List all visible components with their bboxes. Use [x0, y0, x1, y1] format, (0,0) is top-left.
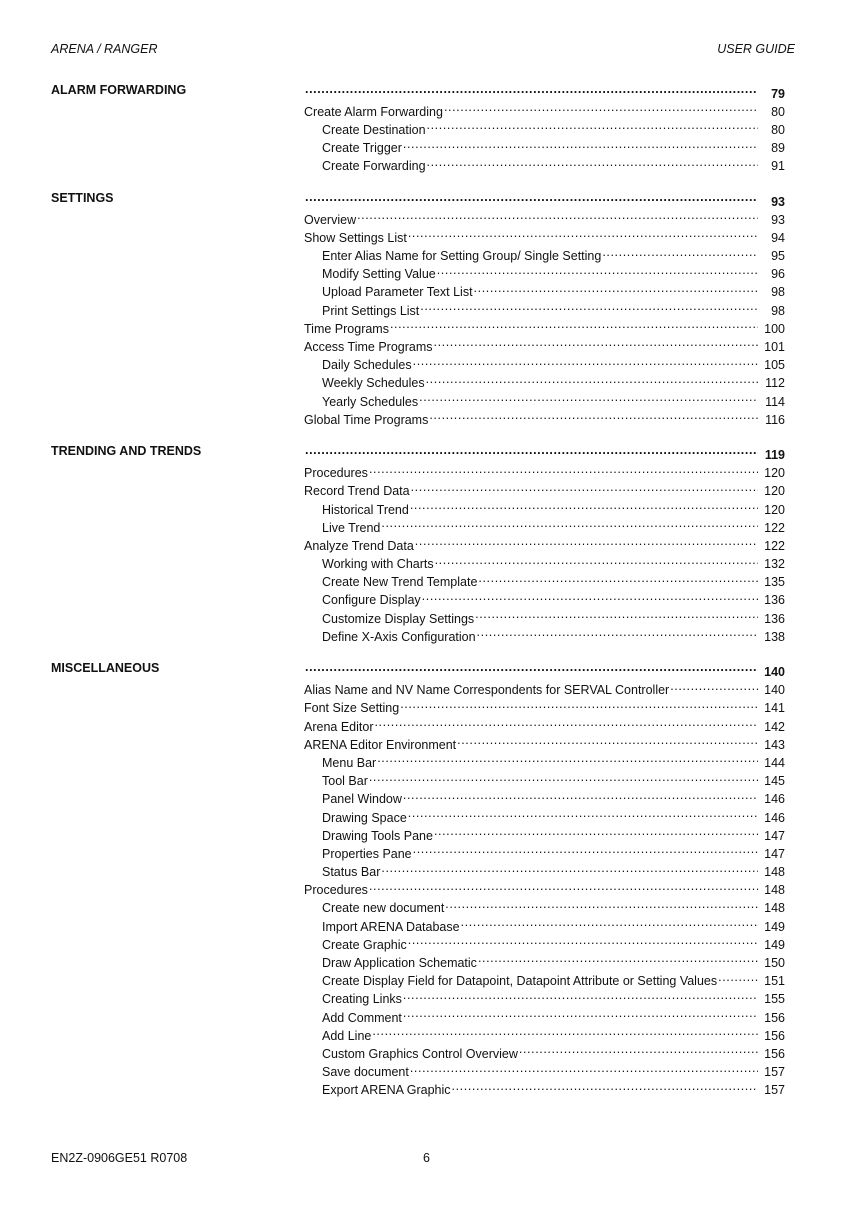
toc-entry-page: 156: [764, 1028, 785, 1043]
toc-entry[interactable]: [304, 554, 785, 572]
toc-entry-label: Weekly Schedules: [322, 376, 425, 391]
toc-entry[interactable]: [304, 373, 785, 391]
dot-leader: [390, 318, 758, 333]
toc-entry[interactable]: [304, 535, 785, 553]
toc-entry-page: 98: [771, 285, 785, 300]
dot-leader: [403, 789, 758, 804]
dot-leader: [400, 698, 758, 713]
toc-entry-label: Define X-Axis Configuration: [322, 629, 476, 644]
toc-entry-page: 112: [765, 376, 785, 391]
dot-leader: [419, 391, 758, 406]
toc-entry[interactable]: [304, 680, 785, 698]
toc-entry[interactable]: [304, 101, 785, 119]
toc-entry-page: 120: [764, 484, 785, 499]
dot-leader: [403, 989, 758, 1004]
toc-entry[interactable]: [304, 843, 785, 861]
toc-section: [51, 83, 785, 174]
dot-leader: [427, 156, 758, 171]
dot-leader: [408, 934, 758, 949]
dot-leader: [413, 355, 758, 370]
toc-entry-label: Drawing Space: [322, 810, 407, 825]
dot-leader: [478, 952, 758, 967]
section-title: MISCELLANEOUS: [51, 661, 160, 676]
toc-entry[interactable]: [304, 734, 785, 752]
dot-leader: [305, 83, 758, 98]
dot-leader: [434, 825, 758, 840]
toc-entry-page: 89: [771, 141, 785, 156]
toc-entry-label: Create Trigger: [322, 141, 402, 156]
dot-leader: [374, 716, 758, 731]
toc-entry[interactable]: [304, 1007, 785, 1025]
toc-entry[interactable]: [304, 862, 785, 880]
toc-entry[interactable]: [304, 318, 785, 336]
toc-entry-page: 144: [764, 755, 785, 770]
section-title: TRENDING AND TRENDS: [51, 444, 202, 459]
toc-section: [51, 444, 785, 644]
section-entries: [304, 444, 785, 644]
toc-entry[interactable]: [304, 156, 785, 174]
toc-entry-page: 136: [764, 593, 785, 608]
dot-leader: [452, 1080, 758, 1095]
toc-entry[interactable]: [304, 898, 785, 916]
toc-entry-label: Font Size Setting: [304, 701, 400, 716]
toc-entry-page: 93: [771, 194, 785, 209]
toc-section: [51, 661, 785, 1098]
toc-entry-label: Create New Trend Template: [322, 575, 478, 590]
footer-doc-number: EN2Z-0906GE51 R0708: [51, 1151, 188, 1165]
toc-entry-label: Draw Application Schematic: [322, 956, 477, 971]
toc-entry-label: Export ARENA Graphic: [322, 1083, 451, 1098]
toc-entry[interactable]: [304, 336, 785, 354]
toc-entry[interactable]: [304, 409, 785, 427]
toc-entry[interactable]: [304, 825, 785, 843]
dot-leader: [410, 1062, 758, 1077]
toc-entry-page: 146: [764, 810, 785, 825]
toc-entry[interactable]: [304, 282, 785, 300]
toc-entry-page: 156: [764, 1010, 785, 1025]
toc-entry-page: 135: [764, 575, 785, 590]
dot-leader: [372, 1025, 758, 1040]
dot-leader: [420, 300, 758, 315]
toc-entry[interactable]: [304, 916, 785, 934]
toc-entry-label: Add Line: [322, 1028, 372, 1043]
toc-entry[interactable]: [304, 934, 785, 952]
dot-leader: [305, 444, 758, 459]
toc-section-page-entry[interactable]: [304, 83, 785, 101]
toc-section-page-entry[interactable]: [304, 444, 785, 462]
toc-entry[interactable]: [304, 971, 785, 989]
toc-entry-label: Import ARENA Database: [322, 919, 460, 934]
toc-entry[interactable]: [304, 771, 785, 789]
toc-entry-label: Customize Display Settings: [322, 611, 475, 626]
toc-entry-page: 148: [764, 883, 785, 898]
toc-entry-page: 140: [764, 683, 785, 698]
toc-entry-page: 122: [764, 520, 785, 535]
dot-leader: [519, 1043, 758, 1058]
dot-leader: [437, 264, 758, 279]
toc-entry-page: 143: [764, 737, 785, 752]
dot-leader: [718, 971, 758, 986]
dot-leader: [369, 880, 758, 895]
toc-entry-label: Create Destination: [322, 122, 426, 137]
dot-leader: [445, 898, 758, 913]
toc-entry-page: 140: [764, 665, 785, 680]
toc-entry-label: Configure Display: [322, 593, 421, 608]
toc-entry-label: Historical Trend: [322, 502, 409, 517]
toc-section: [51, 191, 785, 427]
toc-entry[interactable]: [304, 789, 785, 807]
toc-entry[interactable]: [304, 952, 785, 970]
toc-entry[interactable]: [304, 716, 785, 734]
toc-entry-page: 149: [764, 919, 785, 934]
toc-entry-page: 95: [771, 249, 785, 264]
toc-entry-label: Upload Parameter Text List: [322, 285, 473, 300]
section-entries: [304, 191, 785, 427]
dot-leader: [435, 554, 758, 569]
toc-entry-label: ARENA Editor Environment: [304, 737, 457, 752]
dot-leader: [305, 661, 758, 676]
toc-entry-label: Alias Name and NV Name Correspondents for SERVAL Controller: [304, 683, 670, 698]
toc-entry[interactable]: [304, 626, 785, 644]
toc-entry[interactable]: [304, 119, 785, 137]
toc-entry[interactable]: [304, 698, 785, 716]
section-title: ALARM FORWARDING: [51, 83, 187, 97]
toc-entry[interactable]: [304, 1025, 785, 1043]
toc-entry-label: Create new document: [322, 901, 445, 916]
toc-entry-label: Status Bar: [322, 865, 381, 880]
header-title: ARENA / RANGER: [51, 42, 158, 56]
dot-leader: [478, 572, 758, 587]
toc-entry-label: Record Trend Data: [304, 484, 410, 499]
toc-entry-page: 119: [764, 447, 785, 462]
toc-entry[interactable]: [304, 227, 785, 245]
toc-entry-label: Yearly Schedules: [322, 394, 419, 409]
toc-entry-page: 148: [764, 865, 785, 880]
toc-entry-label: Live Trend: [322, 520, 381, 535]
toc-entry-label: Show Settings List: [304, 230, 407, 245]
toc-entry-label: Print Settings List: [322, 303, 420, 318]
toc-entry-page: 98: [771, 303, 785, 318]
dot-leader: [444, 101, 758, 116]
toc-entry-page: 151: [764, 974, 785, 989]
toc-entry[interactable]: [304, 572, 785, 590]
toc-entry-page: 157: [764, 1065, 785, 1080]
dot-leader: [427, 119, 758, 134]
dot-leader: [415, 535, 758, 550]
toc-entry[interactable]: [304, 209, 785, 227]
toc-entry-page: 157: [764, 1083, 785, 1098]
toc-entry-label: Properties Pane: [322, 846, 412, 861]
toc-entry-page: 146: [764, 792, 785, 807]
section-entries: [304, 83, 785, 174]
toc-entry-label: Menu Bar: [322, 755, 377, 770]
toc-entry-page: 94: [771, 230, 785, 245]
toc-entry-page: 122: [764, 538, 785, 553]
toc-entry-label: Creating Links: [322, 992, 402, 1007]
dot-leader: [369, 771, 758, 786]
toc-entry[interactable]: [304, 989, 785, 1007]
toc-entry[interactable]: [304, 752, 785, 770]
toc-entry[interactable]: [304, 246, 785, 264]
toc-entry[interactable]: [304, 463, 785, 481]
dot-leader: [403, 138, 758, 153]
dot-leader: [411, 481, 758, 496]
toc-entry[interactable]: [304, 481, 785, 499]
toc-entry-label: Add Comment: [322, 1010, 402, 1025]
dot-leader: [474, 282, 758, 297]
toc-entry[interactable]: [304, 590, 785, 608]
dot-leader: [357, 209, 758, 224]
toc-entry-label: Procedures: [304, 466, 368, 481]
toc-entry-page: 93: [771, 212, 785, 227]
toc-entry[interactable]: [304, 880, 785, 898]
toc-entry[interactable]: [304, 1080, 785, 1098]
toc-entry-page: 148: [764, 901, 785, 916]
toc-section-page-entry[interactable]: [304, 191, 785, 209]
toc-entry-page: 91: [771, 159, 785, 174]
toc-entry[interactable]: [304, 300, 785, 318]
toc-entry-page: 149: [764, 937, 785, 952]
toc-entry-page: 100: [764, 321, 785, 336]
toc-entry-page: 142: [764, 719, 785, 734]
dot-leader: [410, 499, 758, 514]
toc-entry[interactable]: [304, 1043, 785, 1061]
section-title: SETTINGS: [51, 190, 114, 205]
toc-entry[interactable]: [304, 138, 785, 156]
toc-entry-label: Custom Graphics Control Overview: [322, 1046, 518, 1061]
dot-leader: [377, 752, 758, 767]
dot-leader: [461, 916, 758, 931]
toc-entry-page: 156: [764, 1046, 785, 1061]
dot-leader: [369, 463, 758, 478]
dot-leader: [477, 626, 758, 641]
toc-entry-label: Create Alarm Forwarding: [304, 104, 443, 119]
toc-entry[interactable]: [304, 499, 785, 517]
toc-entry[interactable]: [304, 355, 785, 373]
toc-entry-label: Create Graphic: [322, 937, 407, 952]
toc-entry-label: Panel Window: [322, 792, 402, 807]
dot-leader: [403, 1007, 758, 1022]
dot-leader: [408, 807, 758, 822]
toc-entry-label: Tool Bar: [322, 774, 368, 789]
toc-entry[interactable]: [304, 517, 785, 535]
dot-leader: [426, 373, 758, 388]
toc-entry-page: 101: [764, 340, 785, 355]
header-guide-label: USER GUIDE: [717, 42, 795, 56]
toc-entry-label: Global Time Programs: [304, 412, 429, 427]
toc-entry-page: 114: [765, 394, 785, 409]
toc-entry-label: Create Forwarding: [322, 159, 426, 174]
toc-entry-page: 80: [771, 122, 785, 137]
toc-entry-page: 105: [764, 358, 785, 373]
toc-entry-page: 120: [764, 466, 785, 481]
dot-leader: [457, 734, 758, 749]
dot-leader: [429, 409, 758, 424]
toc-entry-page: 141: [764, 701, 785, 716]
dot-leader: [305, 191, 758, 206]
toc-entry-page: 145: [764, 774, 785, 789]
footer-page-number: 6: [423, 1151, 430, 1165]
toc-entry[interactable]: [304, 807, 785, 825]
toc-entry-page: 150: [764, 956, 785, 971]
toc-entry-label: Daily Schedules: [322, 358, 412, 373]
dot-leader: [408, 227, 758, 242]
toc-entry-page: 136: [764, 611, 785, 626]
toc-entry-label: Time Programs: [304, 321, 389, 336]
dot-leader: [602, 246, 758, 261]
section-entries: [304, 661, 785, 1098]
toc-entry-page: 96: [771, 267, 785, 282]
dot-leader: [381, 517, 758, 532]
toc-entry-page: 116: [765, 412, 785, 427]
toc-entry[interactable]: [304, 391, 785, 409]
toc-entry-label: Drawing Tools Pane: [322, 828, 433, 843]
toc-entry-label: Create Display Field for Datapoint, Datapoint Attribute or Setting Values: [322, 974, 718, 989]
dot-leader: [381, 862, 758, 877]
toc-entry-label: Modify Setting Value: [322, 267, 436, 282]
toc-entry-page: 138: [764, 629, 785, 644]
toc-entry[interactable]: [304, 608, 785, 626]
dot-leader: [434, 336, 758, 351]
toc-entry-page: 120: [764, 502, 785, 517]
toc-entry-label: Save document: [322, 1065, 409, 1080]
toc-entry[interactable]: [304, 1062, 785, 1080]
toc-entry-page: 132: [764, 557, 785, 572]
toc-entry-label: Analyze Trend Data: [304, 538, 414, 553]
toc-entry-label: Enter Alias Name for Setting Group/ Single Setting: [322, 249, 602, 264]
toc-entry-label: Overview: [304, 212, 357, 227]
dot-leader: [475, 608, 758, 623]
toc-section-page-entry[interactable]: [304, 661, 785, 679]
toc-entry-page: 147: [764, 846, 785, 861]
table-of-contents: [51, 83, 785, 1115]
toc-entry-label: Procedures: [304, 883, 368, 898]
toc-entry-label: Working with Charts: [322, 557, 434, 572]
dot-leader: [413, 843, 758, 858]
toc-entry-label: Access Time Programs: [304, 340, 433, 355]
toc-entry-label: Arena Editor: [304, 719, 374, 734]
toc-entry-page: 147: [764, 828, 785, 843]
dot-leader: [422, 590, 758, 605]
toc-entry-page: 80: [771, 104, 785, 119]
toc-entry-page: 79: [771, 86, 785, 101]
toc-entry[interactable]: [304, 264, 785, 282]
dot-leader: [670, 680, 758, 695]
toc-entry-page: 155: [764, 992, 785, 1007]
